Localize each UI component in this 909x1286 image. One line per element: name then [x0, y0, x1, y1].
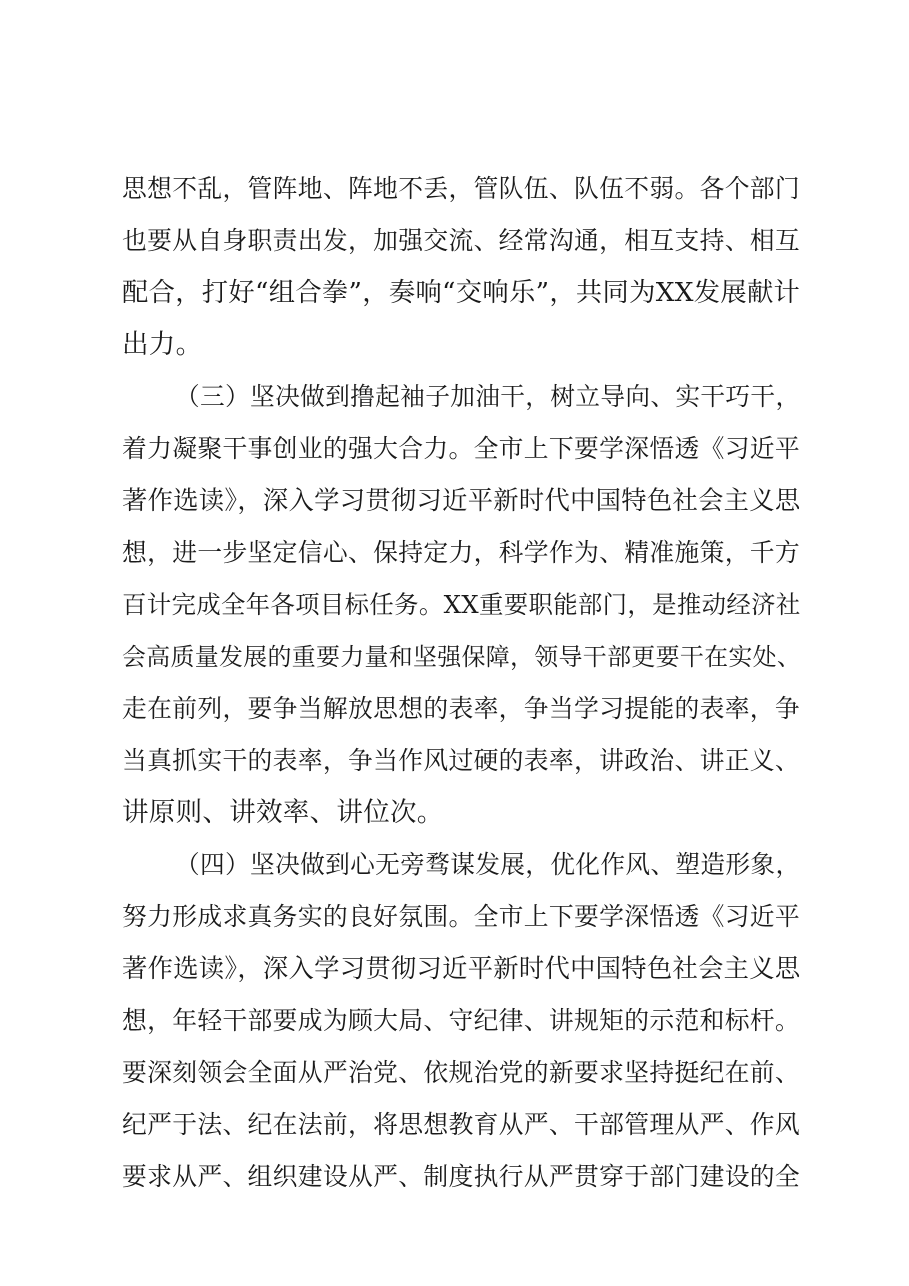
paragraph-line: 想，年轻干部要成为顾大局、守纪律、讲规矩的示范和标杆。	[122, 1006, 801, 1035]
paragraph-line: 思想不乱，管阵地、阵地不丢，管队伍、队伍不弱。各个部门	[122, 174, 801, 203]
paragraph-line: 当真抓实干的表率，争当作风过硬的表率，讲政治、讲正义、	[122, 746, 801, 775]
paragraph-line: 走在前列，要争当解放思想的表率，争当学习提能的表率，争	[122, 694, 801, 723]
paragraph-line: 也要从自身职责出发，加强交流、经常沟通，相互支持、相互	[122, 226, 801, 255]
paragraph-line: 讲原则、讲效率、讲位次。	[122, 797, 444, 828]
paragraph-line: 纪严于法、纪在法前，将思想教育从严、干部管理从严、作风	[122, 1110, 801, 1139]
paragraph-line: 出力。	[122, 329, 203, 360]
paragraph-line: 想，进一步坚定信心、保持定力，科学作为、精准施策，千方	[122, 538, 801, 567]
paragraph-line: 百计完成全年各项目标任务。XX重要职能部门，是推动经济社	[122, 590, 801, 619]
paragraph-line: 努力形成求真务实的良好氛围。全市上下要学深悟透《习近平	[122, 902, 801, 931]
paragraph-line: 配合，打好“组合拳”，奏响“交响乐”，共同为XX发展献计	[122, 278, 801, 308]
section-heading-4: （四）坚决做到心无旁骛谋发展，优化作风、塑造形象，	[175, 850, 801, 879]
paragraph-line: 著作选读》，深入学习贯彻习近平新时代中国特色社会主义思	[122, 486, 801, 515]
paragraph-line: 着力凝聚干事创业的强大合力。全市上下要学深悟透《习近平	[122, 434, 801, 463]
section-heading-3: （三）坚决做到撸起袖子加油干，树立导向、实干巧干，	[175, 382, 801, 411]
paragraph-line: 要深刻领会全面从严治党、依规治党的新要求坚持挺纪在前、	[122, 1058, 801, 1087]
paragraph-line: 会高质量发展的重要力量和坚强保障，领导干部更要干在实处、	[122, 643, 802, 671]
paragraph-line: 要求从严、组织建设从严、制度执行从严贯穿于部门建设的全	[122, 1162, 801, 1191]
paragraph-line: 著作选读》，深入学习贯彻习近平新时代中国特色社会主义思	[122, 954, 801, 983]
